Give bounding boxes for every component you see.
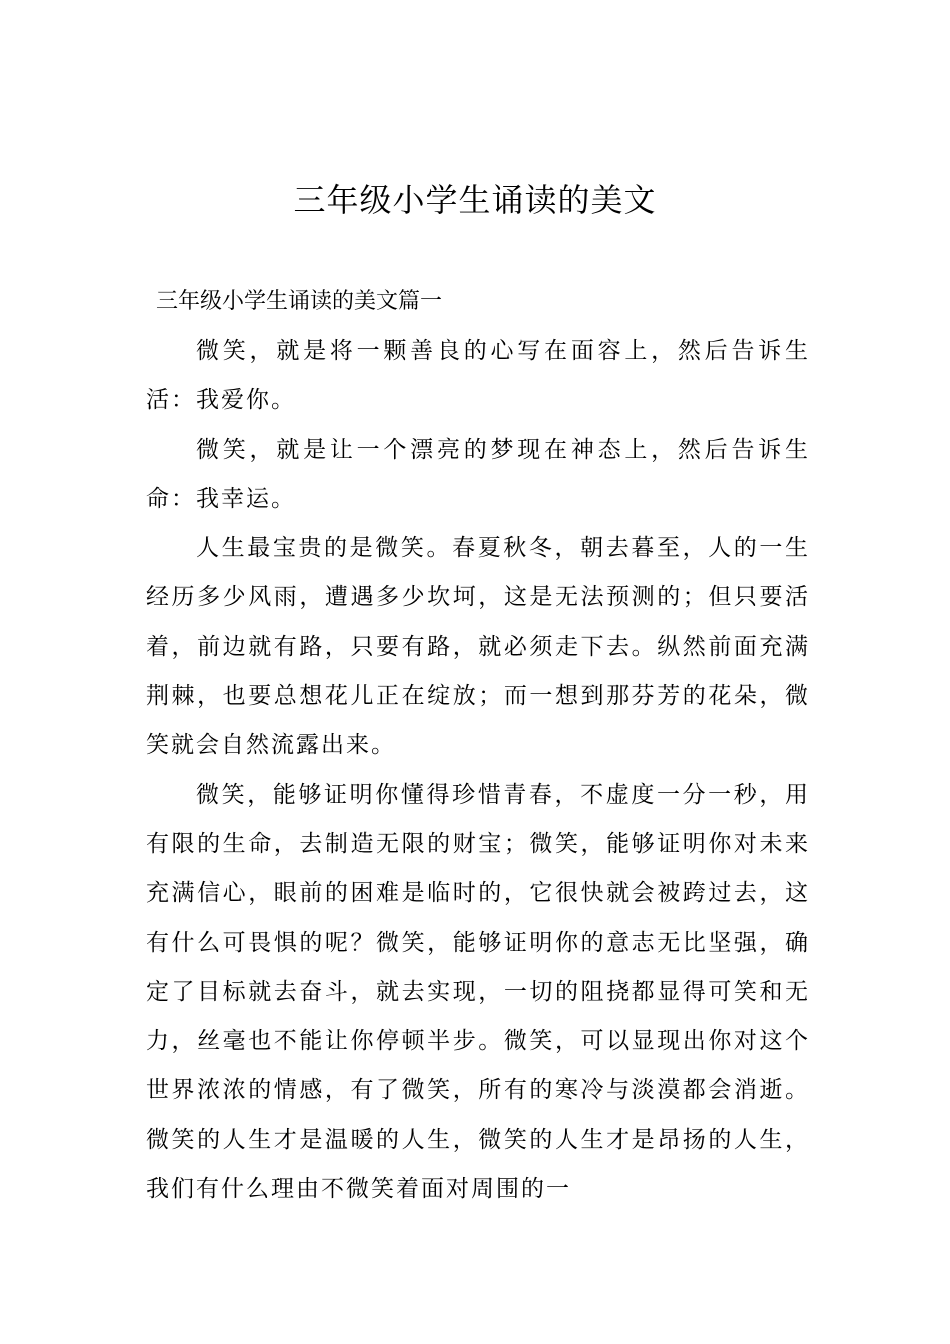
document-body xyxy=(146,327,810,1214)
paragraph: 微笑，就是让一个漂亮的梦现在神态上，然后告诉生命：我幸运。 xyxy=(146,436,810,512)
paragraph: 微笑，就是将一颗善良的心写在面容上，然后告诉生活：我爱你。 xyxy=(146,338,810,414)
document-title: 三年级小学生诵读的美文 xyxy=(293,181,657,219)
paragraph: 微笑，能够证明你懂得珍惜青春，不虚度一分一秒，用有限的生命，去制造无限的财宝；微笑，能够证明你对未来充满信心，眼前的困难是临时的，它很快就会被跨过去，这有什么可畏惧的呢？微笑，能够证明你的意志无比坚强，确定了目标就去奋斗，就去实现，一切的阻挠都显得可笑和无力，丝毫也不能让你停顿半步。微笑，可以显现出你对这个世界浓浓的情感，有了微笑，所有的寒冷与淡漠都会消逝。微笑的人生才是温暖的人生，微笑的人生才是昂扬的人生，我们有什么理由不微笑着面对周围的一 xyxy=(146,781,810,1203)
paragraph: 人生最宝贵的是微笑。春夏秋冬，朝去暮至，人的一生经历多少风雨，遭遇多少坎坷，这是无法预测的；但只要活着，前边就有路，只要有路，就必须走下去。纵然前面充满荆棘，也要总想花儿正在绽放；而一想到那芬芳的花朵，微笑就会自然流露出来。 xyxy=(146,535,810,759)
section-heading: 三年级小学生诵读的美文篇一 xyxy=(156,289,443,314)
